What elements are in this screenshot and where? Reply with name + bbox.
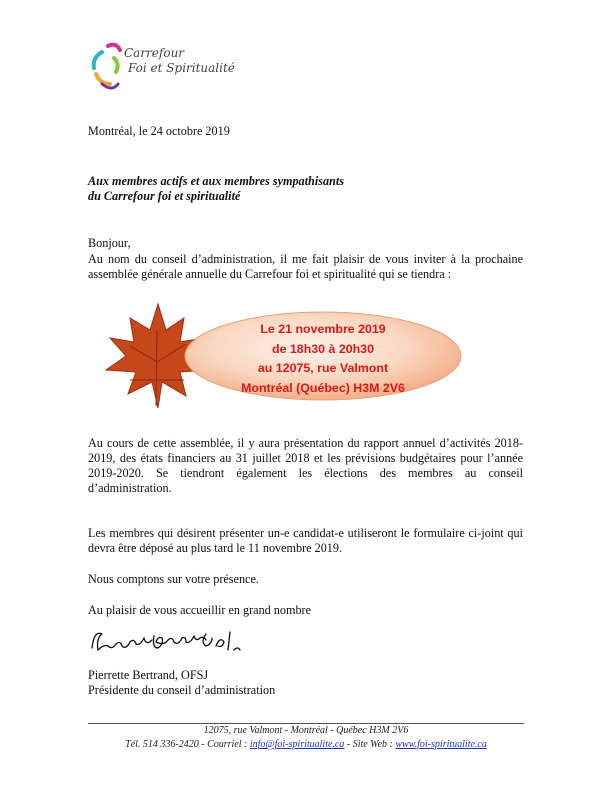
intro-paragraph: Au nom du conseil d’administration, il me fait plaisir de vous inviter à la prochaine assemblée générale annuelle du Carrefour foi et spiritualité qui se tiendra : <box>88 252 523 281</box>
footer-email-link[interactable]: info@foi-spiritualite.ca <box>249 739 345 750</box>
presence-line: Nous comptons sur votre présence. <box>88 572 259 586</box>
greeting: Bonjour, <box>88 236 131 250</box>
footer-address: 12075, rue Valmont - Montréal - Québec H3M 2V6 <box>203 725 409 736</box>
signature <box>88 622 248 662</box>
agenda-paragraph: Au cours de cette assemblée, il y aura présentation du rapport annuel d’activités 2018-2019, des états financiers au 31 juillet 2018 et les prévisions budgétaires pour l’année 2019-2020. Se tiendront également les élections des membres au conseil d’administration. <box>88 436 523 495</box>
logo-line-1: Carrefour <box>124 46 185 60</box>
recipients-line-2: du Carrefour foi et spiritualité <box>88 189 241 203</box>
footer-email-label: Courriel : <box>207 739 248 750</box>
logo-mark-icon <box>88 38 124 98</box>
signer-name: Pierrette Bertrand, OFSJ <box>88 668 209 682</box>
footer-contact <box>88 739 524 750</box>
event-city: Montréal (Québec) H3M 2V6 <box>241 380 405 395</box>
event-date: Le 21 novembre 2019 <box>260 322 386 336</box>
logo <box>88 38 238 100</box>
candidates-paragraph: Les membres qui désirent présenter un-e candidat-e utiliseront le formulaire ci-joint qui devra être déposé au plus tard le 11 novembre 2019. <box>88 526 523 555</box>
recipients-line-1: Aux membres actifs et aux membres sympathisants <box>88 174 344 188</box>
footer-phone: Tél. 514 336-2420 - <box>125 739 205 750</box>
footer-divider <box>88 723 524 724</box>
logo-line-2: Foi et Spiritualité <box>128 61 235 75</box>
event-time: de 18h30 à 20h30 <box>272 341 374 356</box>
date-line: Montréal, le 24 octobre 2019 <box>88 124 230 138</box>
footer-web-label: - Site Web : <box>346 739 393 750</box>
event-address: au 12075, rue Valmont <box>257 361 389 375</box>
footer-web-link[interactable]: www.foi-spiritualite.ca <box>395 739 487 750</box>
event-details <box>183 320 463 398</box>
signer-title: Présidente du conseil d’administration <box>88 683 276 697</box>
closing-line: Au plaisir de vous accueillir en grand nombre <box>88 603 312 617</box>
